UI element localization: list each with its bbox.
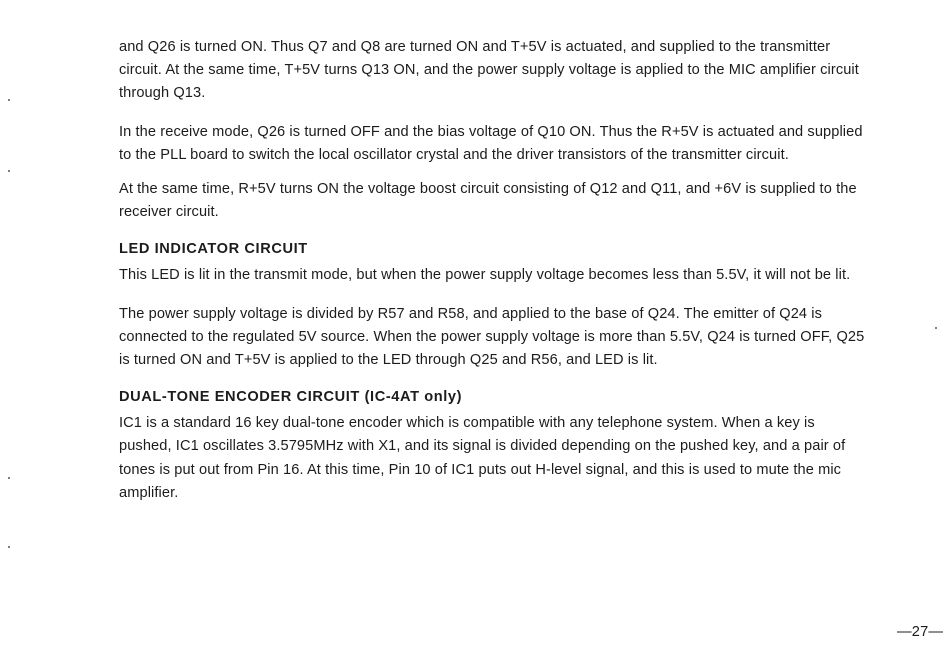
heading-led-indicator: LED INDICATOR CIRCUIT bbox=[119, 241, 308, 258]
scan-speck bbox=[8, 477, 10, 479]
page-number: —27— bbox=[897, 624, 944, 640]
scan-speck bbox=[8, 99, 10, 101]
scan-speck bbox=[8, 546, 10, 548]
heading-dual-tone-encoder: DUAL-TONE ENCODER CIRCUIT (IC-4AT only) bbox=[119, 389, 463, 406]
scan-speck bbox=[935, 327, 937, 329]
paragraph-voltage-boost: At the same time, R+5V turns ON the voltage boost circuit consisting of Q12 and Q11, and +6V is supplied to the receiver circuit. bbox=[119, 181, 857, 221]
document-page bbox=[119, 36, 871, 505]
paragraph-receive-mode: In the receive mode, Q26 is turned OFF and the bias voltage of Q10 ON. Thus the R+5V is actuated and supplied to the PLL board to switch the local oscillator crystal and the driver transistors of the transmitter circuit. bbox=[119, 123, 863, 163]
paragraph-transmit-continued: and Q26 is turned ON. Thus Q7 and Q8 are turned ON and T+5V is actuated, and supplied to the transmitter circuit. At the same time, T+5V turns Q13 ON, and the power supply voltage is applied to the MIC amplifier circuit through Q13. bbox=[119, 39, 859, 102]
paragraph-led-divider: The power supply voltage is divided by R57 and R58, and applied to the base of Q24. The emitter of Q24 is connected to the regulated 5V source. When the power supply voltage is more than 5.5V, Q24 is turned OFF, Q25 is turned ON and T+5V is applied to the LED through Q25 and R56, and LED is lit. bbox=[119, 305, 865, 369]
paragraph-led-lit: This LED is lit in the transmit mode, but when the power supply voltage becomes less than 5.5V, it will not be lit. bbox=[119, 267, 851, 284]
paragraph-dual-tone: IC1 is a standard 16 key dual-tone encoder which is compatible with any telephone system. When a key is pushed, IC1 oscillates 3.5795MHz with X1, and its signal is divided depending on the pushed key, and a pair of tones is put out from Pin 16. At this time, Pin 10 of IC1 puts out H-level signal, and this is used to mute the mic amplifier. bbox=[119, 415, 846, 501]
scan-speck bbox=[8, 170, 10, 172]
